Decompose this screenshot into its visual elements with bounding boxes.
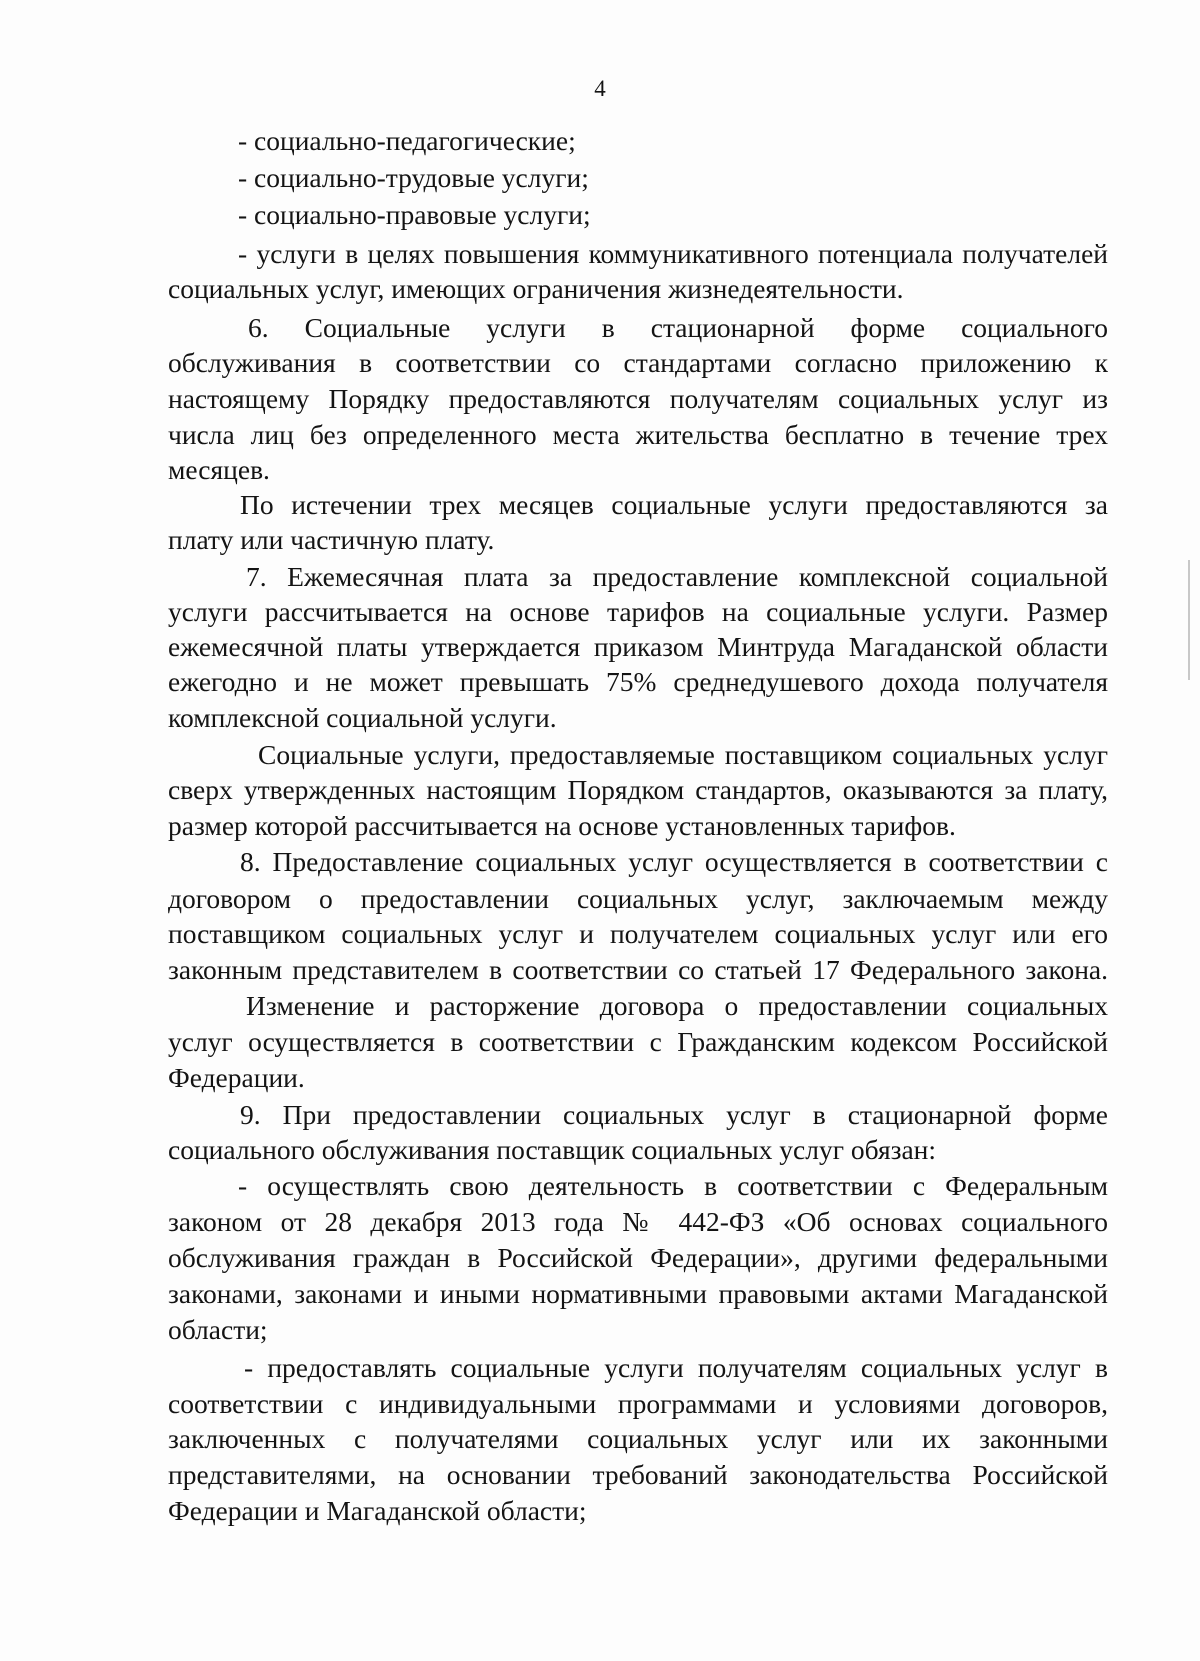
text-line: законным представителем в соответствии со статьей 17 Федерального закона. <box>168 954 1108 985</box>
text-line: 6. Социальные услуги в стационарной форме социального <box>248 312 1108 343</box>
text-line: ежегодно и не может превышать 75% среднедушевого дохода получателя <box>168 666 1108 697</box>
text-line: сверх утвержденных настоящим Порядком стандартов, оказываются за плату, <box>168 774 1108 805</box>
text-line: поставщиком социальных услуг и получателем социальных услуг или его <box>168 918 1108 949</box>
text-line: услуги рассчитывается на основе тарифов на социальные услуги. Размер <box>168 596 1108 627</box>
text-line: месяцев. <box>168 454 270 485</box>
text-line: обслуживания в соответствии со стандартами согласно приложению к <box>168 347 1108 378</box>
text-line: - услуги в целях повышения коммуникативного потенциала получателей <box>238 238 1108 269</box>
text-line: обслуживания граждан в Российской Федерации», другими федеральными <box>168 1242 1108 1273</box>
scan-edge-mark <box>1188 560 1190 680</box>
text-line: 7. Ежемесячная плата за предоставление комплексной социальной <box>246 561 1108 592</box>
text-line: Социальные услуги, предоставляемые поставщиком социальных услуг <box>258 739 1108 770</box>
text-line: соответствии с индивидуальными программами и условиями договоров, <box>168 1388 1108 1419</box>
text-line: По истечении трех месяцев социальные услуги предоставляются за <box>240 489 1108 520</box>
text-line: Федерации. <box>168 1062 305 1093</box>
text-line: ежемесячной платы утверждается приказом Минтруда Магаданской области <box>168 631 1108 662</box>
text-line: услуг осуществляется в соответствии с Гражданским кодексом Российской <box>168 1026 1108 1057</box>
page-number: 4 <box>594 76 606 101</box>
text-line: законом от 28 декабря 2013 года № 442-ФЗ «Об основах социального <box>168 1206 1108 1237</box>
text-line: Изменение и расторжение договора о предоставлении социальных <box>246 990 1108 1021</box>
text-line: числа лиц без определенного места жительства бесплатно в течение трех <box>168 419 1108 450</box>
text-line: законами, законами и иными нормативными правовыми актами Магаданской <box>168 1278 1108 1309</box>
text-line: заключенных с получателями социальных услуг или их законными <box>168 1423 1108 1454</box>
text-line: комплексной социальной услуги. <box>168 702 557 733</box>
text-line: области; <box>168 1314 268 1345</box>
text-line: плату или частичную плату. <box>168 524 495 555</box>
text-line: договором о предоставлении социальных услуг, заключаемым между <box>168 883 1108 914</box>
text-line: 8. Предоставление социальных услуг осуществляется в соответствии с <box>240 846 1108 877</box>
text-line: социальных услуг, имеющих ограничения жизнедеятельности. <box>168 273 904 304</box>
text-line: настоящему Порядку предоставляются получателям социальных услуг из <box>168 383 1108 414</box>
text-line: - социально-трудовые услуги; <box>238 162 589 193</box>
text-line: - предоставлять социальные услуги получателям социальных услуг в <box>244 1352 1108 1383</box>
text-line: социального обслуживания поставщик социальных услуг обязан: <box>168 1134 937 1165</box>
text-line: - осуществлять свою деятельность в соответствии с Федеральным <box>238 1170 1108 1201</box>
text-line: представителями, на основании требований законодательства Российской <box>168 1459 1108 1490</box>
text-line: - социально-педагогические; <box>238 125 576 156</box>
text-line: размер которой рассчитывается на основе установленных тарифов. <box>168 810 956 841</box>
text-line: Федерации и Магаданской области; <box>168 1495 587 1526</box>
text-line: - социально-правовые услуги; <box>238 199 591 230</box>
text-line: 9. При предоставлении социальных услуг в стационарной форме <box>240 1099 1108 1130</box>
